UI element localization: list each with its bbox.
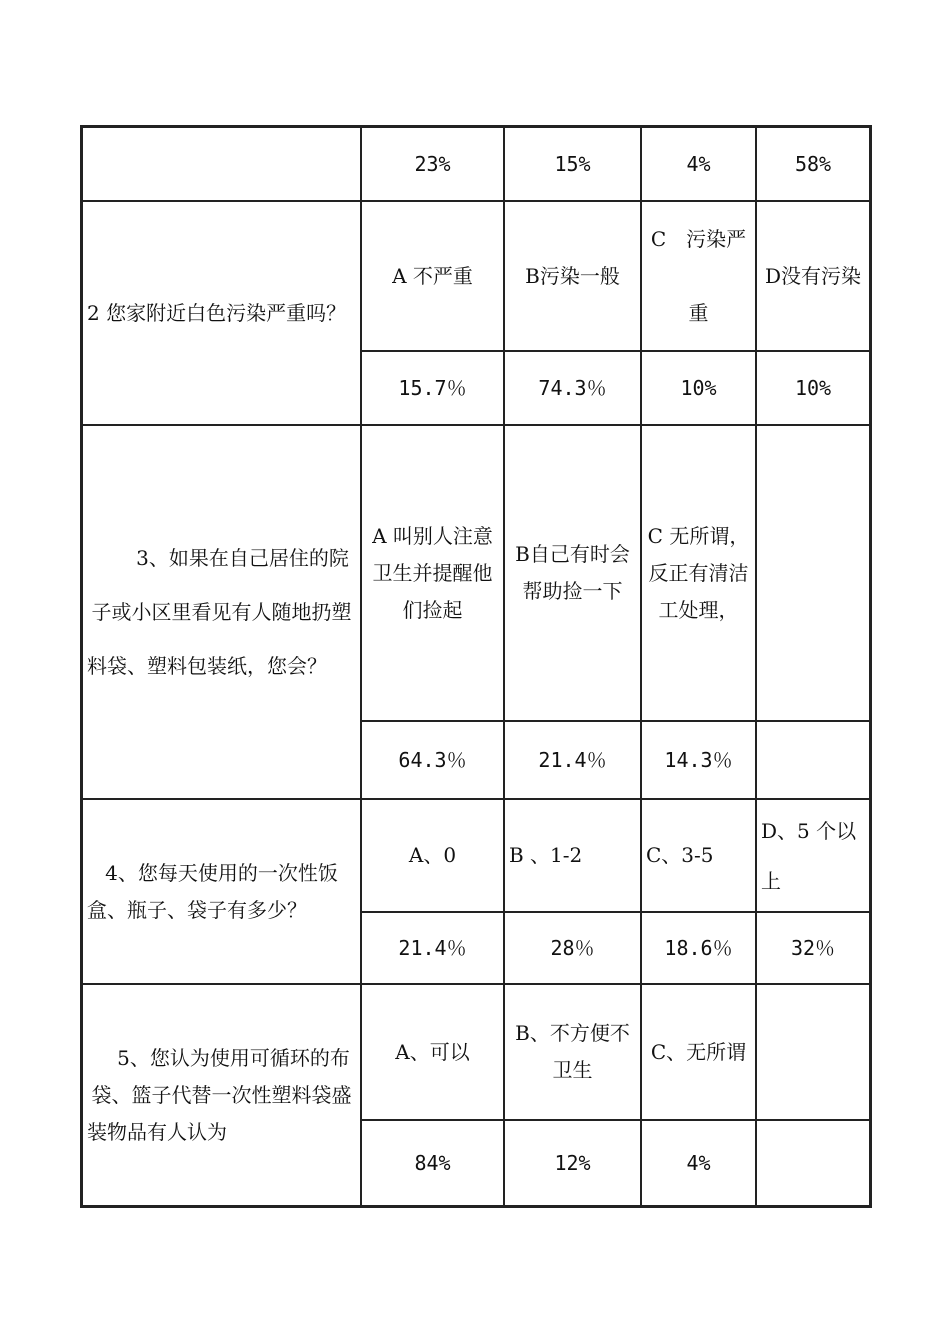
question-cell [82,127,361,201]
question-cell [82,984,361,1206]
table-row [82,127,870,201]
option-cell: A、0 [361,799,504,912]
question-cell [82,799,361,984]
percent-cell: 21.4％ [504,721,641,799]
percent-cell: 74.3％ [504,351,641,425]
percent-cell: 21.4％ [361,912,504,984]
table-row [82,799,870,912]
percent-cell [756,1120,870,1206]
table-row [82,425,870,721]
question-text: 3、如果在自己居住的院子或小区里看见有人随地扔塑料袋、塑料包装纸，您会？ [87,546,352,678]
question-text: 2 您家附近白色污染严重吗？ [87,300,347,325]
question-text: 5、您认为使用可循环的布袋、篮子代替一次性塑料袋盛装物品有人认为 [87,1045,352,1144]
table-row [82,201,870,351]
option-cell: B自己有时会帮助捡一下 [504,425,641,721]
option-cell: A 叫别人注意卫生并提醒他们捡起 [361,425,504,721]
option-cell [756,425,870,721]
question-cell [82,425,361,799]
option-cell: C 无所谓，反正有清洁工处理， [641,425,756,721]
percent-cell: 64.3％ [361,721,504,799]
percent-cell: 32％ [756,912,870,984]
percent-cell: 84% [361,1120,504,1206]
option-cell: C 污染严重 [641,201,756,351]
question-cell [82,201,361,425]
percent-cell: 28％ [504,912,641,984]
percent-cell: 18.6％ [641,912,756,984]
percent-cell: 4% [641,1120,756,1206]
survey-table [80,125,872,1208]
table-row [82,984,870,1120]
option-cell: C、无所谓 [641,984,756,1120]
percent-cell: 14.3％ [641,721,756,799]
percent-cell: 4% [641,127,756,201]
option-cell: A、可以 [361,984,504,1120]
percent-cell: 23% [361,127,504,201]
percent-cell: 15% [504,127,641,201]
percent-cell: 10% [641,351,756,425]
percent-cell: 58% [756,127,870,201]
option-cell [756,984,870,1120]
option-cell: D没有污染 [756,201,870,351]
percent-cell [756,721,870,799]
option-cell: C、3-5 [641,799,756,912]
option-cell: D、5 个以上 [756,799,870,912]
option-cell: B、不方便不卫生 [504,984,641,1120]
question-text: 4、您每天使用的一次性饭盒、瓶子、袋子有多少？ [87,860,338,922]
percent-cell: 12% [504,1120,641,1206]
percent-cell: 10% [756,351,870,425]
option-cell: A 不严重 [361,201,504,351]
option-cell: B 、1-2 [504,799,641,912]
option-cell: B污染一般 [504,201,641,351]
percent-cell: 15.7％ [361,351,504,425]
